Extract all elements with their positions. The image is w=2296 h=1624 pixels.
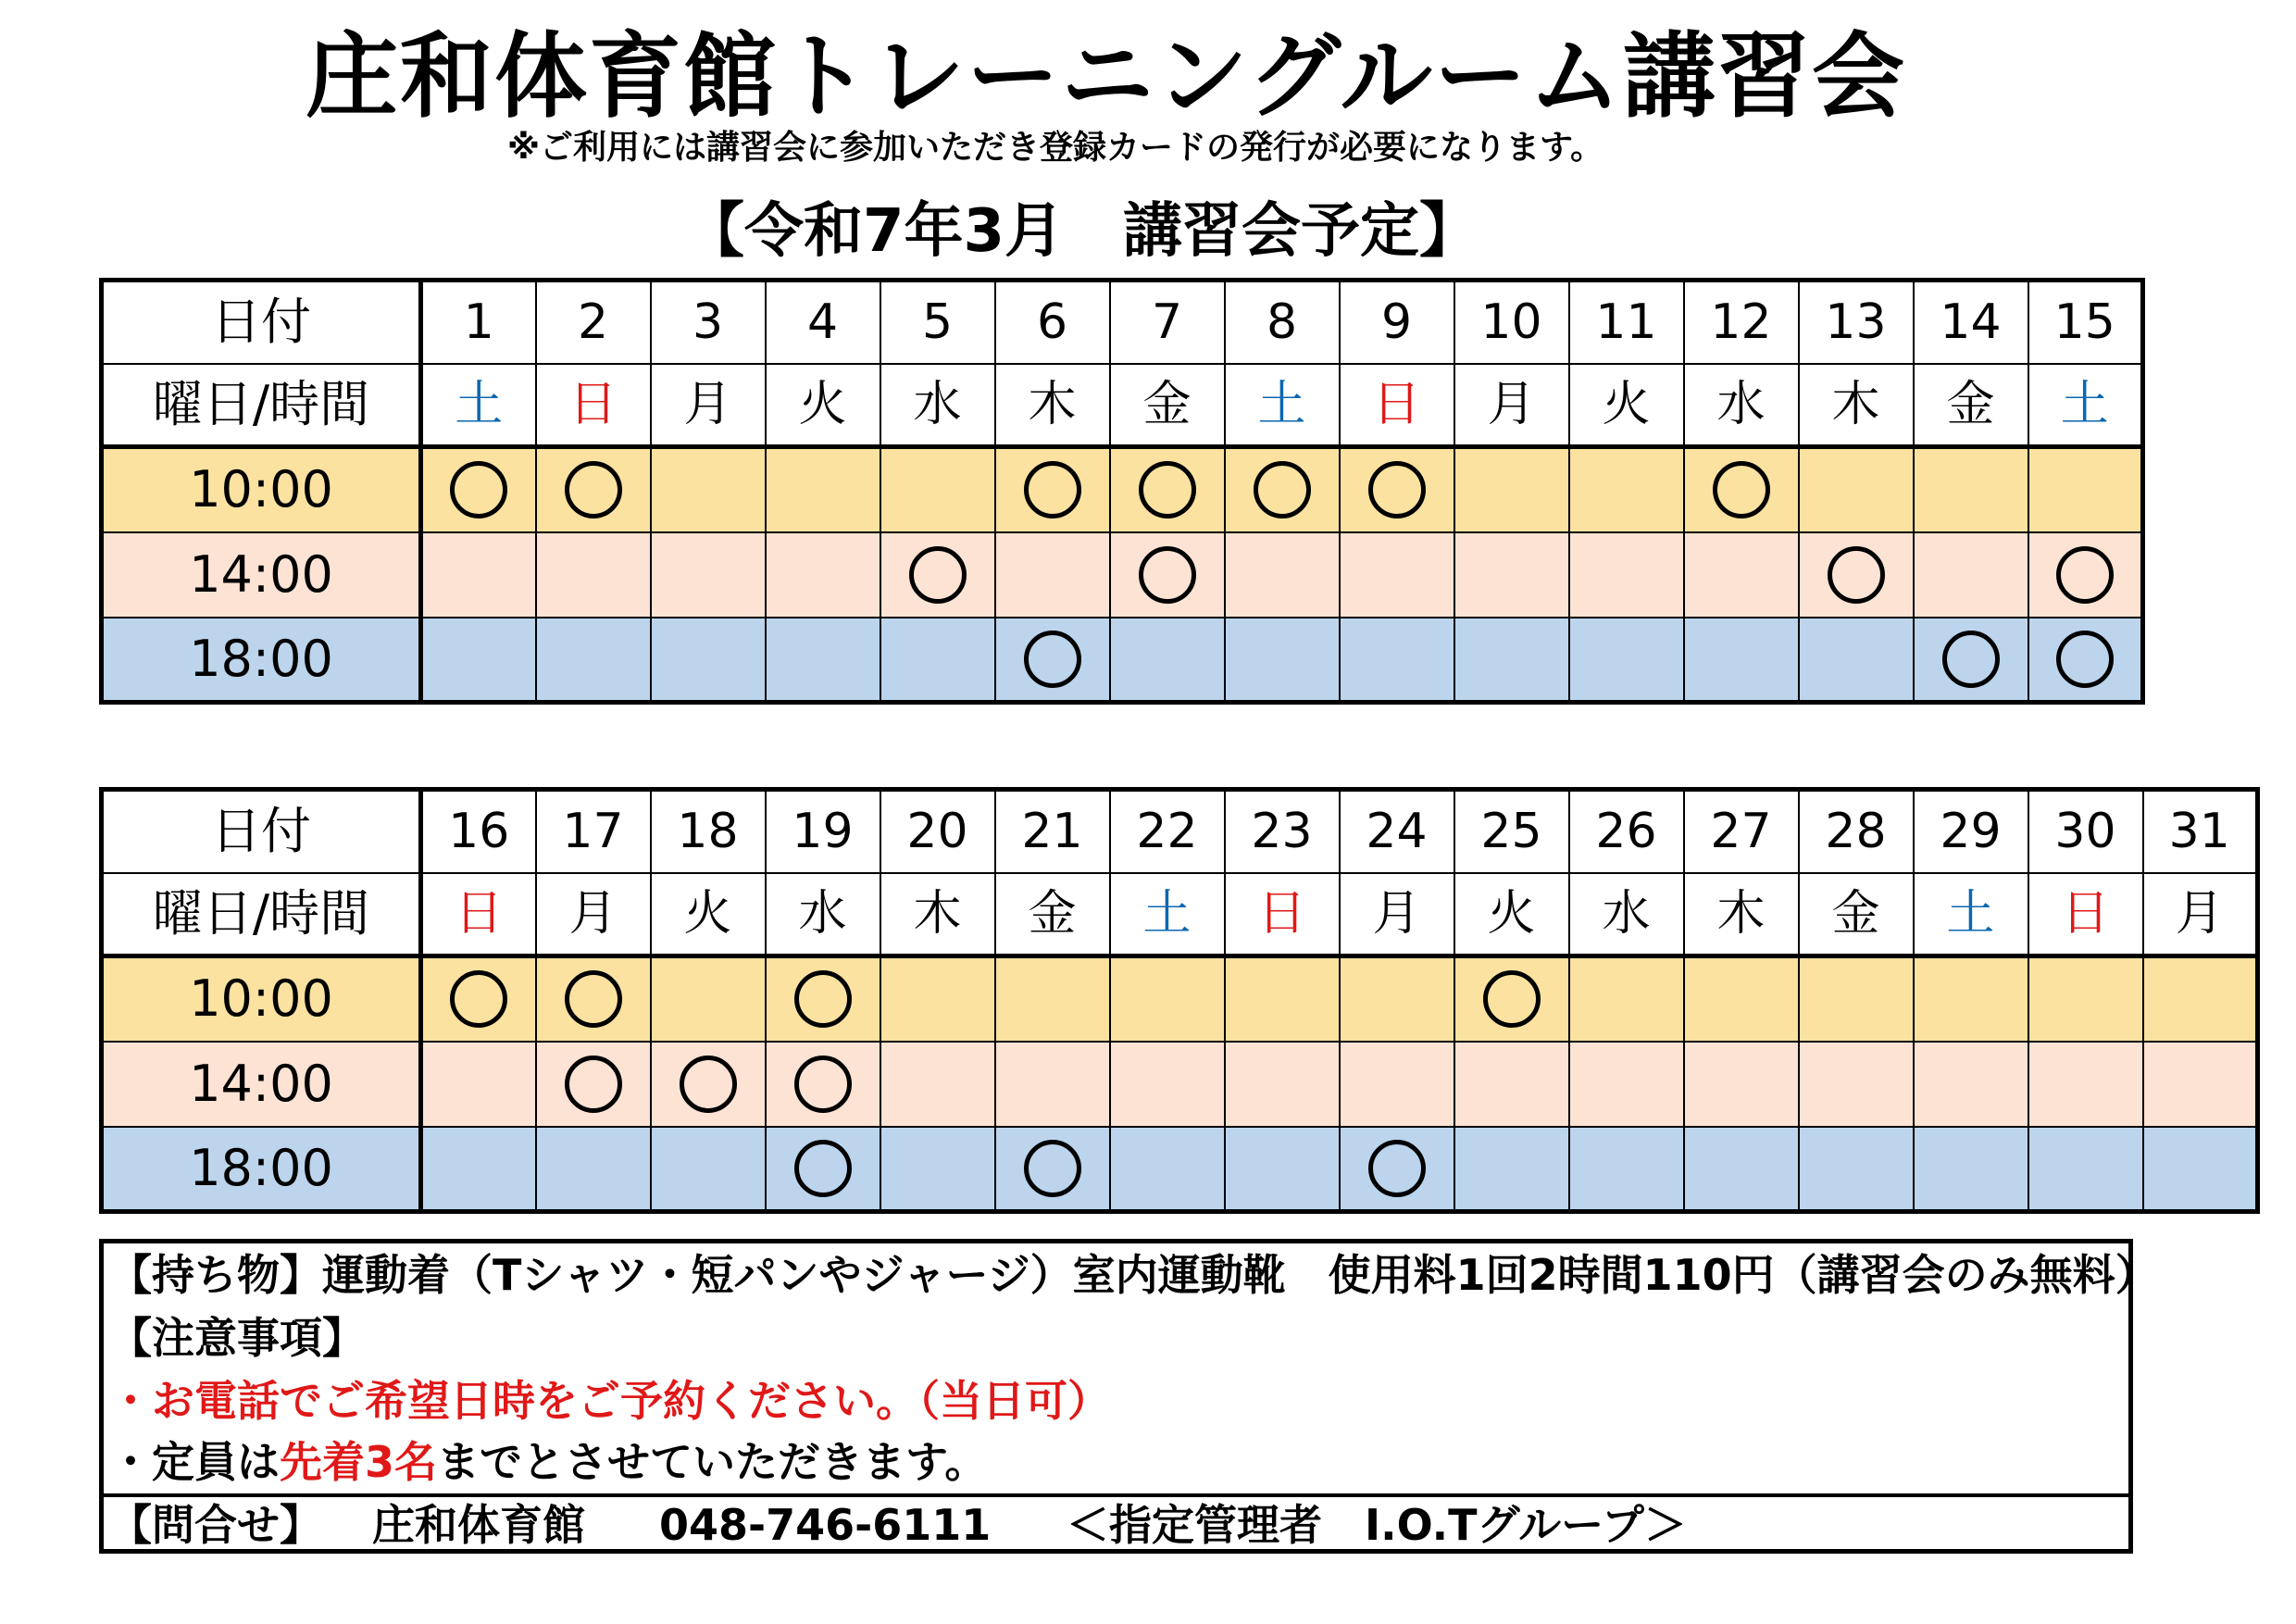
session-available-mark: [1368, 461, 1426, 518]
session-available-mark: [1828, 546, 1885, 604]
session-cell: [2143, 1127, 2258, 1212]
session-cell: [1110, 1127, 1225, 1212]
date-header: 日付: [102, 790, 421, 873]
session-available-mark: [794, 1140, 852, 1197]
session-cell: [651, 618, 766, 703]
weekday-cell: 火: [1569, 364, 1684, 447]
session-cell: [1914, 447, 2028, 532]
weekday-cell: 月: [536, 873, 651, 956]
session-available-mark: [1139, 461, 1196, 518]
weekday-row: [102, 873, 2258, 956]
schedule-table-second-half: [99, 787, 2260, 1214]
session-cell: [1225, 1042, 1340, 1127]
session-available-mark: [1942, 631, 2000, 688]
timeslot-row: [102, 956, 2258, 1042]
weekday-cell: 土: [2028, 364, 2143, 447]
reservation-note: ・お電話でご希望日時をご予約ください。（当日可）: [109, 1376, 1110, 1426]
date-cell: 20: [880, 790, 995, 873]
session-cell: [421, 618, 536, 703]
session-cell: [1914, 1042, 2028, 1127]
session-cell[interactable]: [1914, 618, 2028, 703]
session-cell: [1684, 956, 1799, 1042]
session-available-mark: [1024, 461, 1081, 518]
session-available-mark: [909, 546, 967, 604]
capacity-note-suffix: までとさせていただきます。: [437, 1437, 988, 1487]
schedule-table-first-half: [99, 278, 2145, 705]
schedule-period-heading: 【令和7年3月 講習会予定】: [685, 197, 1479, 266]
session-cell[interactable]: [880, 532, 995, 618]
session-cell: [995, 532, 1110, 618]
session-cell: [880, 1042, 995, 1127]
belongings-note: 【持ち物】運動着（Tシャツ・短パンやジャージ）室内運動靴 使用料1回2時間110円（講習会のみ無料）: [109, 1250, 2158, 1300]
session-available-mark: [2056, 631, 2114, 688]
session-cell: [1110, 956, 1225, 1042]
date-row: [102, 790, 2258, 873]
date-cell: 3: [651, 281, 766, 364]
weekday-row: [102, 364, 2143, 447]
session-cell: [1454, 1127, 1569, 1212]
weekday-cell: 金: [1110, 364, 1225, 447]
weekday-cell: 金: [1914, 364, 2028, 447]
date-cell: 28: [1799, 790, 1914, 873]
weekday-cell: 水: [880, 364, 995, 447]
session-cell: [536, 618, 651, 703]
session-cell: [2028, 1127, 2143, 1212]
date-cell: 18: [651, 790, 766, 873]
date-cell: 21: [995, 790, 1110, 873]
weekday-cell: 木: [995, 364, 1110, 447]
session-cell: [1340, 956, 1454, 1042]
timeslot-label: 18:00: [102, 618, 421, 703]
weekday-cell: 水: [766, 873, 880, 956]
session-cell: [2143, 1042, 2258, 1127]
session-cell: [1799, 956, 1914, 1042]
timeslot-label: 18:00: [102, 1127, 421, 1212]
weekday-cell: 土: [1914, 873, 2028, 956]
session-available-mark: [1254, 461, 1311, 518]
weekday-cell: 日: [1340, 364, 1454, 447]
session-cell[interactable]: [421, 956, 536, 1042]
date-cell: 16: [421, 790, 536, 873]
session-cell: [1914, 532, 2028, 618]
date-cell: 13: [1799, 281, 1914, 364]
session-cell: [766, 532, 880, 618]
weekday-cell: 月: [1340, 873, 1454, 956]
timeslot-label: 14:00: [102, 532, 421, 618]
date-cell: 27: [1684, 790, 1799, 873]
date-cell: 8: [1225, 281, 1340, 364]
session-cell[interactable]: [2028, 532, 2143, 618]
session-available-mark: [1024, 631, 1081, 688]
weekday-cell: 日: [2028, 873, 2143, 956]
session-cell: [1454, 1042, 1569, 1127]
weekday-cell: 火: [766, 364, 880, 447]
weekday-cell: 土: [421, 364, 536, 447]
session-cell[interactable]: [1225, 447, 1340, 532]
contact-label: 【問合せ】: [109, 1500, 322, 1550]
session-cell[interactable]: [651, 1042, 766, 1127]
date-cell: 19: [766, 790, 880, 873]
date-cell: 15: [2028, 281, 2143, 364]
session-available-mark: [2056, 546, 2114, 604]
weekday-cell: 日: [536, 364, 651, 447]
date-cell: 11: [1569, 281, 1684, 364]
weekday-cell: 土: [1225, 364, 1340, 447]
weekday-cell: 月: [651, 364, 766, 447]
date-cell: 12: [1684, 281, 1799, 364]
session-available-mark: [565, 461, 622, 518]
date-cell: 31: [2143, 790, 2258, 873]
session-available-mark: [680, 1056, 737, 1113]
page-title: 庄和体育館トレーニングルーム講習会: [306, 22, 1906, 131]
weekday-cell: 火: [1454, 873, 1569, 956]
session-cell: [421, 1127, 536, 1212]
timeslot-row: [102, 1127, 2258, 1212]
session-cell: [1569, 532, 1684, 618]
weekday-time-header: 曜日/時間: [102, 364, 421, 447]
weekday-cell: 水: [1684, 364, 1799, 447]
date-header: 日付: [102, 281, 421, 364]
notes-box: [99, 1239, 2158, 1554]
session-cell: [880, 447, 995, 532]
session-cell[interactable]: [766, 1042, 880, 1127]
weekday-cell: 金: [995, 873, 1110, 956]
session-cell: [1569, 956, 1684, 1042]
date-cell: 24: [1340, 790, 1454, 873]
session-cell: [1454, 447, 1569, 532]
session-cell[interactable]: [1684, 447, 1799, 532]
timeslot-row: [102, 618, 2143, 703]
session-available-mark: [1024, 1140, 1081, 1197]
session-cell: [880, 618, 995, 703]
session-cell[interactable]: [1799, 532, 1914, 618]
date-cell: 1: [421, 281, 536, 364]
session-cell: [651, 447, 766, 532]
session-cell: [1684, 532, 1799, 618]
session-cell: [1684, 1127, 1799, 1212]
session-cell: [421, 532, 536, 618]
session-cell[interactable]: [1110, 532, 1225, 618]
session-cell: [1684, 1042, 1799, 1127]
date-cell: 7: [1110, 281, 1225, 364]
session-cell: [1569, 1127, 1684, 1212]
weekday-cell: 日: [421, 873, 536, 956]
weekday-cell: 火: [651, 873, 766, 956]
session-cell[interactable]: [766, 1127, 880, 1212]
capacity-note-highlight: 先着3名: [280, 1437, 438, 1487]
session-cell: [2028, 956, 2143, 1042]
timeslot-row: [102, 1042, 2258, 1127]
session-cell[interactable]: [766, 956, 880, 1042]
session-cell: [880, 1127, 995, 1212]
session-available-mark: [565, 970, 622, 1028]
session-cell: [1569, 618, 1684, 703]
session-available-mark: [1713, 461, 1770, 518]
date-cell: 10: [1454, 281, 1569, 364]
session-available-mark: [450, 970, 507, 1028]
timeslot-label: 10:00: [102, 956, 421, 1042]
session-cell: [1569, 447, 1684, 532]
date-cell: 30: [2028, 790, 2143, 873]
session-cell[interactable]: [1110, 447, 1225, 532]
session-available-mark: [794, 1056, 852, 1113]
timeslot-label: 14:00: [102, 1042, 421, 1127]
weekday-cell: 土: [1110, 873, 1225, 956]
session-cell: [1799, 1127, 1914, 1212]
session-cell: [1799, 1042, 1914, 1127]
timeslot-row: [102, 532, 2143, 618]
timeslot-row: [102, 447, 2143, 532]
session-cell: [651, 532, 766, 618]
date-cell: 5: [880, 281, 995, 364]
date-row: [102, 281, 2143, 364]
session-cell[interactable]: [2028, 618, 2143, 703]
weekday-cell: 木: [1799, 364, 1914, 447]
session-cell: [995, 956, 1110, 1042]
weekday-cell: 月: [2143, 873, 2258, 956]
session-cell: [1684, 618, 1799, 703]
session-cell[interactable]: [995, 618, 1110, 703]
date-cell: 26: [1569, 790, 1684, 873]
session-cell: [1914, 956, 2028, 1042]
session-cell[interactable]: [536, 1042, 651, 1127]
session-cell[interactable]: [995, 447, 1110, 532]
session-cell: [2028, 1042, 2143, 1127]
session-available-mark: [565, 1056, 622, 1113]
session-cell: [1110, 1042, 1225, 1127]
capacity-note: [109, 1432, 987, 1492]
contact-phone[interactable]: 048-746-6111: [659, 1500, 992, 1550]
date-cell: 25: [1454, 790, 1569, 873]
session-cell[interactable]: [995, 1127, 1110, 1212]
session-cell: [880, 956, 995, 1042]
weekday-cell: 木: [1684, 873, 1799, 956]
session-available-mark: [1368, 1140, 1426, 1197]
session-available-mark: [450, 461, 507, 518]
registration-notice: ※ご利用には講習会に参加いただき登録カードの発行が必要になります。: [507, 129, 1604, 167]
date-cell: 9: [1340, 281, 1454, 364]
weekday-time-header: 曜日/時間: [102, 873, 421, 956]
weekday-cell: 日: [1225, 873, 1340, 956]
session-cell: [1569, 1042, 1684, 1127]
weekday-cell: 水: [1569, 873, 1684, 956]
caution-heading: 【注意事項】: [109, 1313, 365, 1363]
weekday-cell: 金: [1799, 873, 1914, 956]
session-cell: [651, 1127, 766, 1212]
contact-place: 庄和体育館: [372, 1500, 585, 1550]
session-available-mark: [1139, 546, 1196, 604]
session-cell: [1340, 532, 1454, 618]
session-cell: [1225, 956, 1340, 1042]
date-cell: 2: [536, 281, 651, 364]
session-cell[interactable]: [1454, 956, 1569, 1042]
session-cell: [1225, 532, 1340, 618]
session-cell: [536, 1127, 651, 1212]
session-cell: [421, 1042, 536, 1127]
session-cell: [1799, 618, 1914, 703]
session-cell: [995, 1042, 1110, 1127]
date-cell: 6: [995, 281, 1110, 364]
session-cell: [766, 447, 880, 532]
session-cell: [1454, 618, 1569, 703]
session-cell: [1454, 532, 1569, 618]
date-cell: 23: [1225, 790, 1340, 873]
session-available-mark: [794, 970, 852, 1028]
session-cell: [1914, 1127, 2028, 1212]
session-cell: [1110, 618, 1225, 703]
session-cell: [1799, 447, 1914, 532]
session-cell[interactable]: [1340, 447, 1454, 532]
date-cell: 4: [766, 281, 880, 364]
weekday-cell: 月: [1454, 364, 1569, 447]
session-cell: [1340, 618, 1454, 703]
session-cell: [1225, 618, 1340, 703]
session-cell: [2143, 956, 2258, 1042]
session-cell[interactable]: [421, 447, 536, 532]
session-cell: [766, 618, 880, 703]
timeslot-label: 10:00: [102, 447, 421, 532]
date-cell: 17: [536, 790, 651, 873]
session-cell: [536, 532, 651, 618]
session-cell[interactable]: [536, 447, 651, 532]
session-available-mark: [1483, 970, 1541, 1028]
contact-manager: ＜指定管理者 I.O.Tグループ＞: [1067, 1500, 1687, 1550]
date-cell: 14: [1914, 281, 2028, 364]
contact-row: [104, 1493, 2128, 1553]
session-cell[interactable]: [1340, 1127, 1454, 1212]
session-cell[interactable]: [536, 956, 651, 1042]
session-cell: [1225, 1127, 1340, 1212]
date-cell: 22: [1110, 790, 1225, 873]
weekday-cell: 木: [880, 873, 995, 956]
session-cell: [651, 956, 766, 1042]
session-cell: [2028, 447, 2143, 532]
date-cell: 29: [1914, 790, 2028, 873]
session-cell: [1340, 1042, 1454, 1127]
capacity-note-prefix: ・定員は: [109, 1437, 280, 1487]
